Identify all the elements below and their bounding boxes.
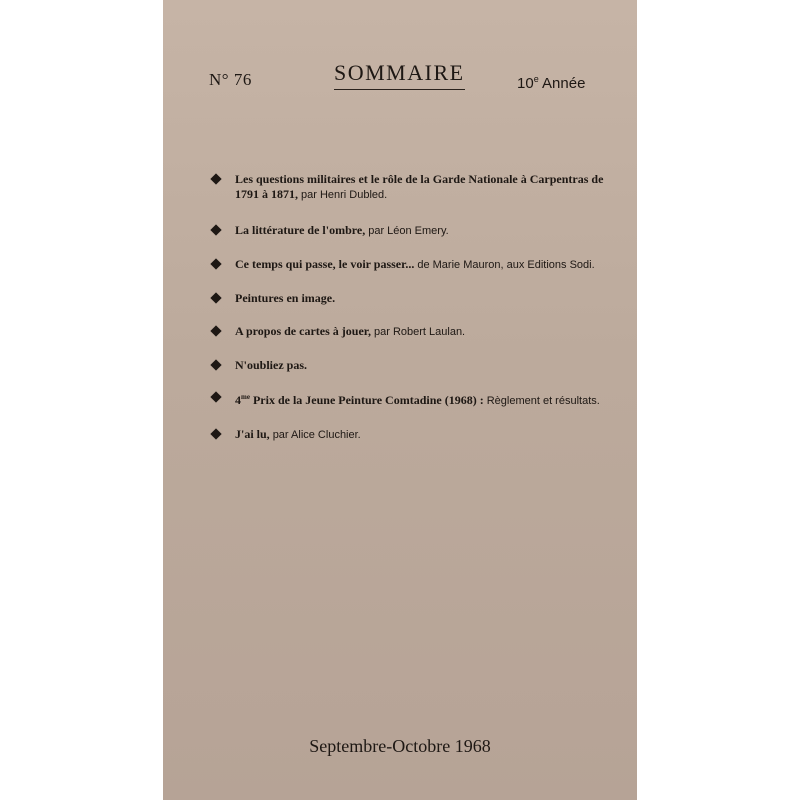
year-word: Année [542,75,586,92]
toc-item-byline: par Robert Laulan. [374,326,466,338]
toc-item-title: N'oubliez pas. [235,358,308,372]
toc-item-byline: Règlement et résultats. [486,395,600,407]
diamond-bullet-icon [210,325,221,336]
toc-item [209,324,605,340]
toc-item [209,172,605,203]
page-title: SOMMAIRE [334,60,465,90]
toc-item [209,223,605,239]
toc-item-title [235,393,484,407]
prize-title: Prix de la Jeune Peinture Comtadine (1968) : [252,393,484,407]
diamond-bullet-icon [210,258,221,269]
table-of-contents [209,172,605,443]
toc-item-title: J'ai lu, [235,427,270,441]
toc-item-title: A propos de cartes à jouer, [235,324,371,338]
toc-item-title: Peintures en image. [235,291,336,305]
diamond-bullet-icon [210,391,221,402]
diamond-bullet-icon [210,428,221,439]
issue-date: Septembre-Octobre 1968 [309,736,491,756]
diamond-bullet-icon [210,173,221,184]
toc-item-title: Les questions militaires et le rôle de la Garde Nationale à Carpentras de 1791 à 1871, [235,172,604,201]
toc-item-title: La littérature de l'ombre, [235,223,366,237]
diamond-bullet-icon [210,292,221,303]
toc-item-byline: par Alice Cluchier. [272,429,361,441]
diamond-bullet-icon [210,359,221,370]
toc-item-byline: de Marie Mauron, aux Editions Sodi. [417,259,595,271]
toc-item-byline: par Henri Dubled. [301,189,388,201]
toc-item-byline: par Léon Emery. [368,225,449,237]
prize-number-suffix: me [241,393,250,401]
diamond-bullet-icon [210,224,221,235]
toc-item [209,257,605,273]
toc-item [209,358,605,373]
toc-item [209,427,605,443]
prize-number: 4 [235,393,241,407]
toc-item [209,390,605,409]
year-suffix: e [533,74,539,84]
toc-item [209,291,605,306]
toc-item-title: Ce temps qui passe, le voir passer... [235,257,415,271]
issue-number: N° 76 [209,70,252,89]
year-label [517,74,585,92]
year-number: 10 [517,75,534,92]
magazine-page [163,0,637,800]
